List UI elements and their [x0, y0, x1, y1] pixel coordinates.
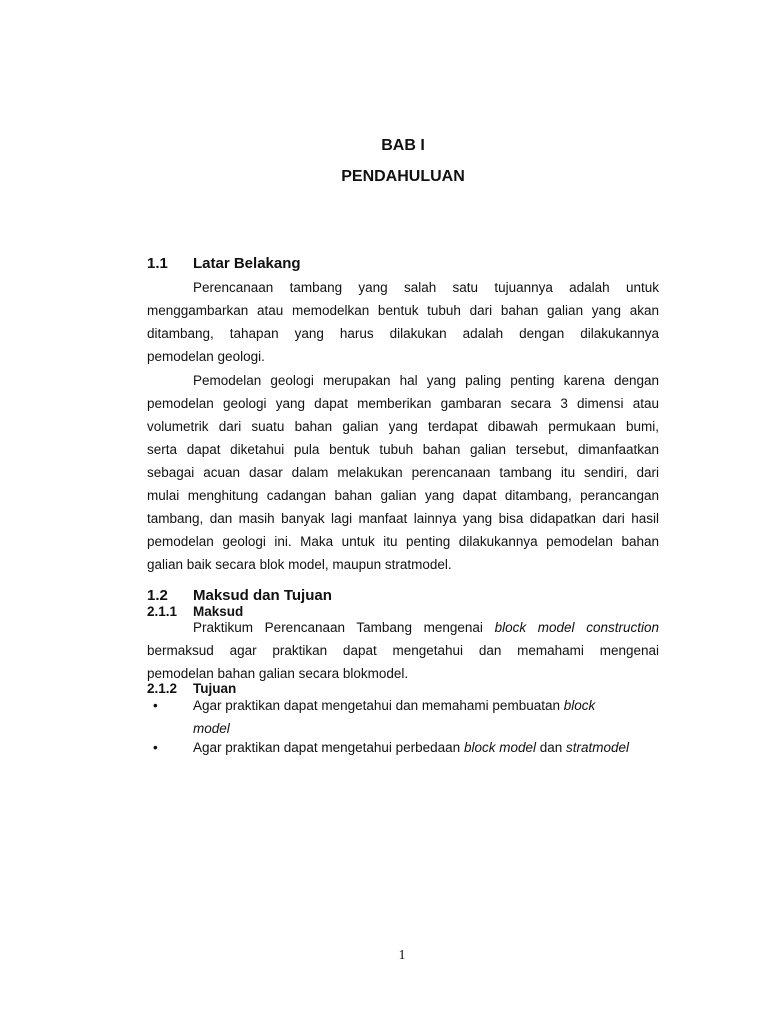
paragraph-line: galian baik secara blok model, maupun stratmodel. — [147, 557, 452, 572]
chapter-number: BAB I — [381, 137, 425, 154]
paragraph-line: pemodelan geologi ini. Maka untuk itu penting dilakukannya pemodelan bahan — [147, 534, 659, 549]
text-run: Agar praktikan dapat mengetahui dan memahami pembuatan — [193, 698, 564, 713]
italic-term: model — [193, 721, 230, 736]
paragraph-latar-belakang-2 — [147, 369, 659, 576]
subsection-number: 2.1.2 — [147, 681, 178, 696]
paragraph-line: pemodelan bahan galian secara blokmodel. — [147, 666, 409, 681]
paragraph-line: bermaksud agar praktikan dapat mengetahui dan memahami mengenai — [147, 643, 659, 658]
subsection-title: Maksud — [193, 604, 244, 619]
bullet-item — [147, 736, 667, 759]
italic-term: block — [563, 698, 596, 713]
paragraph-line: Perencanaan tambang yang salah satu tujuannya adalah untuk — [193, 280, 659, 295]
italic-term: block model construction — [494, 620, 659, 635]
text-run: Praktikum Perencanaan Tambang mengenai — [193, 620, 495, 635]
paragraph-line: sebagai acuan dasar dalam melakukan perencanaan tambang itu sendiri, dari — [147, 465, 659, 480]
paragraph-line — [147, 616, 659, 639]
text-run: Agar praktikan dapat mengetahui perbedaan — [193, 740, 464, 755]
bullet-item — [147, 694, 667, 740]
paragraph-line: volumetrik dari suatu bahan galian yang terdapat dibawah permukaan bumi, — [147, 419, 659, 434]
section-number: 1.2 — [147, 587, 168, 604]
bullet-text — [193, 694, 663, 740]
paragraph-line: tambang, dan masih banyak lagi manfaat lainnya yang bisa didapatkan dari hasil — [147, 511, 659, 526]
paragraph-line: mulai menghitung cadangan bahan galian yang dapat ditambang, perancangan — [147, 488, 659, 503]
section-title: Maksud dan Tujuan — [193, 587, 332, 604]
page-number: 1 — [398, 948, 406, 963]
bullet-icon: • — [153, 698, 158, 713]
paragraph-latar-belakang-1 — [147, 276, 659, 368]
subsection-title: Tujuan — [193, 681, 237, 696]
paragraph-line: pemodelan geologi. — [147, 349, 265, 364]
paragraph-line: serta dapat diketahui pula bentuk tubuh bahan galian tersebut, dimanfaatkan — [147, 442, 659, 457]
paragraph-maksud — [147, 616, 659, 685]
text-run: dan — [536, 740, 567, 755]
chapter-title: PENDAHULUAN — [341, 168, 465, 185]
subsection-number: 2.1.1 — [147, 604, 178, 619]
bullet-icon: • — [153, 740, 158, 755]
paragraph-line: ditambang, tahapan yang harus dilakukan adalah dengan dilakukannya — [147, 326, 659, 341]
paragraph-line: menggambarkan atau memodelkan bentuk tubuh dari bahan galian yang akan — [147, 303, 659, 318]
italic-term: stratmodel — [566, 740, 630, 755]
italic-term: block model — [463, 740, 536, 755]
paragraph-line: Pemodelan geologi merupakan hal yang paling penting karena dengan — [193, 373, 659, 388]
paragraph-line: pemodelan geologi yang dapat memberikan gambaran secara 3 dimensi atau — [147, 396, 659, 411]
section-title: Latar Belakang — [193, 255, 301, 272]
bullet-text — [193, 736, 663, 759]
section-number: 1.1 — [147, 255, 168, 272]
